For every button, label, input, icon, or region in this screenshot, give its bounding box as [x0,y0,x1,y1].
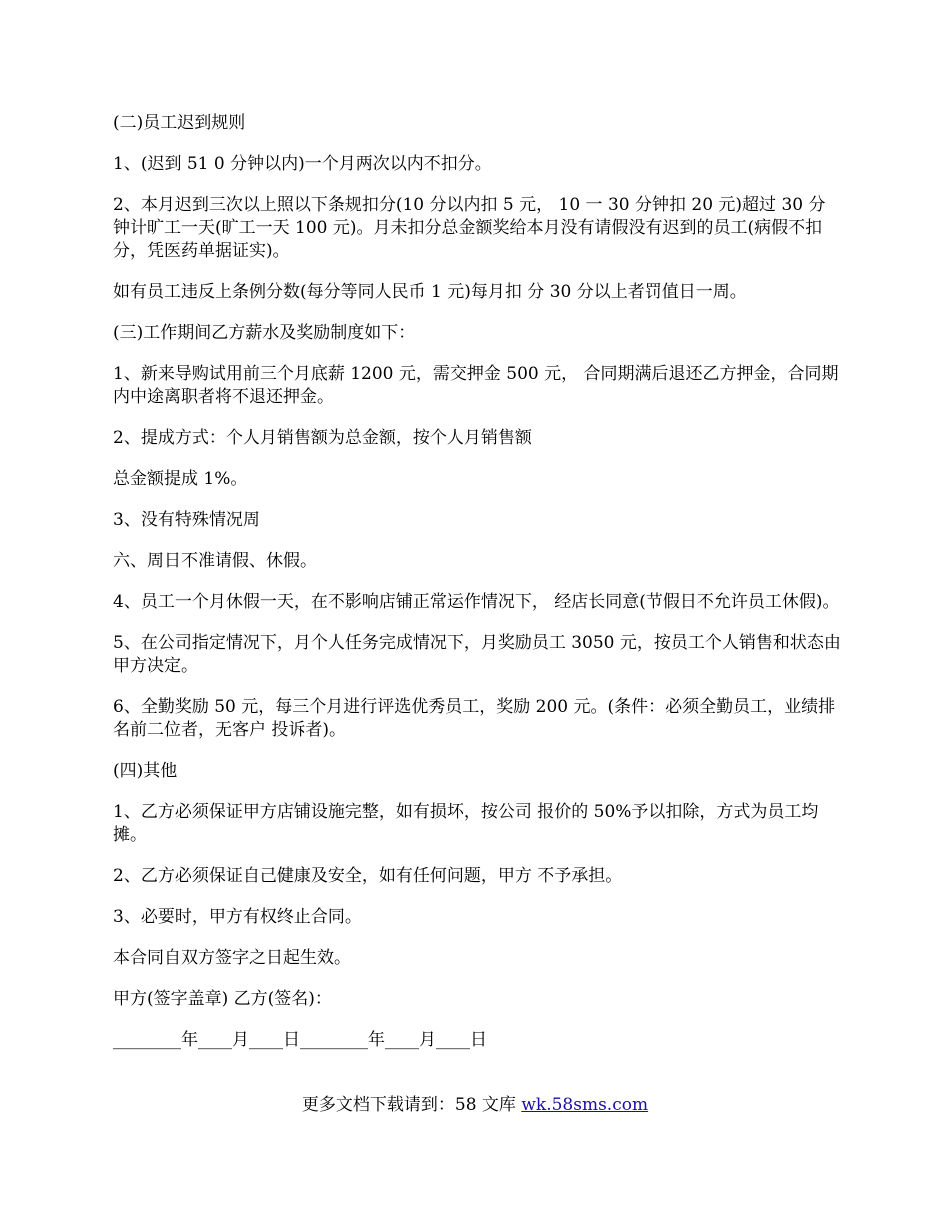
paragraph-late-rule-2: 2、本月迟到三次以上照以下条规扣分(10 分以内扣 5 元， 10 一 30 分钟扣 20 元)超过 30 分钟计旷工一天(旷工一天 100 元)。月未扣分总金额奖给本月没有请假没有迟到的员工(病假不扣分，凭医药单据证实)。 [113,195,826,261]
paragraph-late-rule-1: 1、(迟到 51 0 分钟以内)一个月两次以内不扣分。 [113,154,492,174]
paragraph-salary-3: 3、没有特殊情况周 [113,510,260,530]
section-heading-late-rules: (二)员工迟到规则 [113,113,246,133]
paragraph-other-1: 1、乙方必须保证甲方店铺设施完整，如有损坏，按公司 报价的 50%予以扣除，方式为员工均摊。 [113,802,819,845]
footer [0,1094,950,1117]
paragraph-other-3: 3、必要时，甲方有权终止合同。 [113,907,362,927]
document-body [113,112,841,1070]
paragraph-date-lines: ________年____月____日________年____月____日 [113,1030,487,1050]
footer-text: 更多文档下载请到：58 文库 [301,1095,522,1115]
paragraph-commission: 总金额提成 1%。 [113,469,248,489]
paragraph-effective: 本合同自双方签字之日起生效。 [113,948,351,968]
section-heading-salary: (三)工作期间乙方薪水及奖励制度如下： [113,323,416,343]
paragraph-other-2: 2、乙方必须保证自己健康及安全，如有任何问题，甲方 不予承担。 [113,866,623,886]
paragraph-salary-2: 2、提成方式：个人月销售额为总金额，按个人月销售额 [113,428,532,448]
section-heading-other: (四)其他 [113,761,178,781]
paragraph-salary-5: 5、在公司指定情况下，月个人任务完成情况下，月奖励员工 3050 元，按员工个人销售和状态由甲方决定。 [113,633,841,676]
paragraph-signatures: 甲方(签字盖章) 乙方(签名)： [113,989,332,1009]
paragraph-penalty-note: 如有员工违反上条例分数(每分等同人民币 1 元)每月扣 分 30 分以上者罚值日一周。 [113,282,747,302]
paragraph-weekend-rule: 六、周日不准请假、休假。 [113,551,317,571]
paragraph-salary-4: 4、员工一个月休假一天，在不影响店铺正常运作情况下， 经店长同意(节假日不允许员工休假)。 [113,592,840,612]
paragraph-salary-1: 1、新来导购试用前三个月底薪 1200 元，需交押金 500 元， 合同期满后退还乙方押金，合同期内中途离职者将不退还押金。 [113,364,839,407]
footer-link[interactable]: wk.58sms.com [521,1095,649,1115]
paragraph-salary-6: 6、全勤奖励 50 元，每三个月进行评选优秀员工，奖励 200 元。(条件：必须全勤员工，业绩排名前二位者，无客户 投诉者)。 [113,697,836,740]
